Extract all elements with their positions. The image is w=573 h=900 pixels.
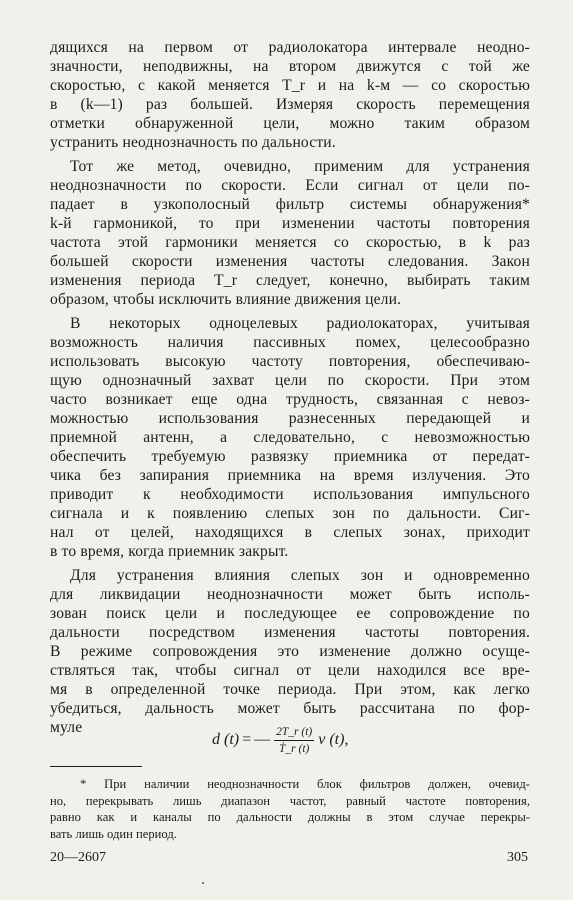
footnote [50, 776, 530, 842]
paragraph-2 [50, 157, 530, 309]
text-line: можностью использования разнесенных передающей и [50, 410, 530, 427]
text-line: щую однозначный захват цели по скорости. При этом [50, 372, 530, 389]
text-line: сигнала и к появлению слепых зон по дальности. Сиг- [50, 505, 530, 522]
formula-lhs: d (t) [212, 731, 240, 748]
text-line: ствляться так, чтобы сигнал от цели находился все вре- [50, 662, 530, 679]
paragraph-4 [50, 566, 530, 737]
text-line: значности, неподвижны, на втором движутся с той же [50, 58, 530, 75]
text-line: в то время, когда приемник закрыт. [50, 543, 289, 560]
text-line: частота этой гармоники меняется со скоростью, в k раз [50, 234, 530, 251]
text-line: устранить неоднозначность по дальности. [50, 134, 336, 151]
text-line: убедиться, дальность может быть рассчитана по фор- [50, 700, 530, 717]
formula-fraction [274, 725, 314, 756]
footnote-line: равно как и каналы по дальности должны в этом случае перекры- [50, 810, 530, 824]
paragraph-3 [50, 314, 530, 561]
text-line: изменения периода T_r следует, конечно, выбирать таким [50, 272, 530, 289]
text-line: В некоторых одноцелевых радиолокаторах, учитывая [70, 315, 530, 332]
text-line: нал от целей, находящихся в слепых зонах, приходит [50, 524, 530, 541]
text-line: использовать высокую частоту повторения, обеспечиваю- [50, 353, 530, 370]
text-line: падает в узкополосный фильтр системы обнаружения* [50, 196, 530, 213]
footnote-line: * При наличии неоднозначности блок фильтров должен, очевид- [80, 777, 530, 791]
text-line: образом, чтобы исключить влияние движения цели. [50, 291, 402, 308]
text-line: приводит к необходимости использования импульсного [50, 486, 530, 503]
formula-denominator: Ṫ_r (t) [279, 742, 310, 755]
page-number: 305 [507, 850, 528, 865]
text-line: обеспечить требуемую развязку приемника от передат- [50, 448, 530, 465]
text-line: дящихся на первом от радиолокатора интервале неодно- [50, 39, 530, 56]
formula-equals: = [242, 731, 252, 748]
text-line: большей скорости изменения частоты следования. Закон [50, 253, 530, 270]
formula-minus: — [254, 731, 271, 748]
text-line: Для устранения влияния слепых зон и одновременно [70, 567, 530, 584]
text-line: k-й гармоникой, то при изменении частоты повторения [50, 215, 530, 232]
formula-rhs: v (t), [318, 731, 349, 748]
printer-signature: 20—2607 [50, 850, 106, 865]
text-line: приемной антенн, а следовательно, с невозможностью [50, 429, 530, 446]
text-line: дальности посредством изменения частоты повторения. [50, 624, 530, 641]
formula-numerator: 2T_r (t) [274, 725, 314, 741]
text-line: В режиме сопровождения это изменение должно осуще- [50, 643, 530, 660]
text-line: для ликвидации неоднозначности может быть исполь- [50, 586, 530, 603]
text-line: чика без запирания приемника на время излучения. Это [50, 467, 530, 484]
range-formula [212, 718, 348, 762]
main-text [50, 38, 530, 737]
footnote-rule [50, 766, 142, 767]
footnote-line: вать лишь один период. [50, 826, 177, 841]
text-line: скоростью, с какой меняется T_r и на k-м — со скоростью [50, 77, 530, 94]
print-speck [202, 882, 204, 884]
text-line: в (k—1) раз большей. Измеряя скорость перемещения [50, 96, 530, 113]
text-line: муле [50, 719, 83, 736]
text-line: мя в определенной точке периода. При этом, как легко [50, 681, 530, 698]
text-line: отметки обнаруженной цели, можно таким образом [50, 115, 530, 132]
text-line: возможность наличия пассивных помех, целесообразно [50, 334, 530, 351]
paragraph-1 [50, 38, 530, 152]
text-line: неоднозначности по скорости. Если сигнал от цели по- [50, 177, 530, 194]
text-line: зован поиск цели и последующее ее сопровождение по [50, 605, 530, 622]
text-line: часто возникает еще одна трудность, связанная с невоз- [50, 391, 530, 408]
text-line: Тот же метод, очевидно, применим для устранения [70, 158, 530, 175]
footnote-line: но, перекрывать лишь диапазон частот, равный частоте повторения, [50, 793, 530, 808]
